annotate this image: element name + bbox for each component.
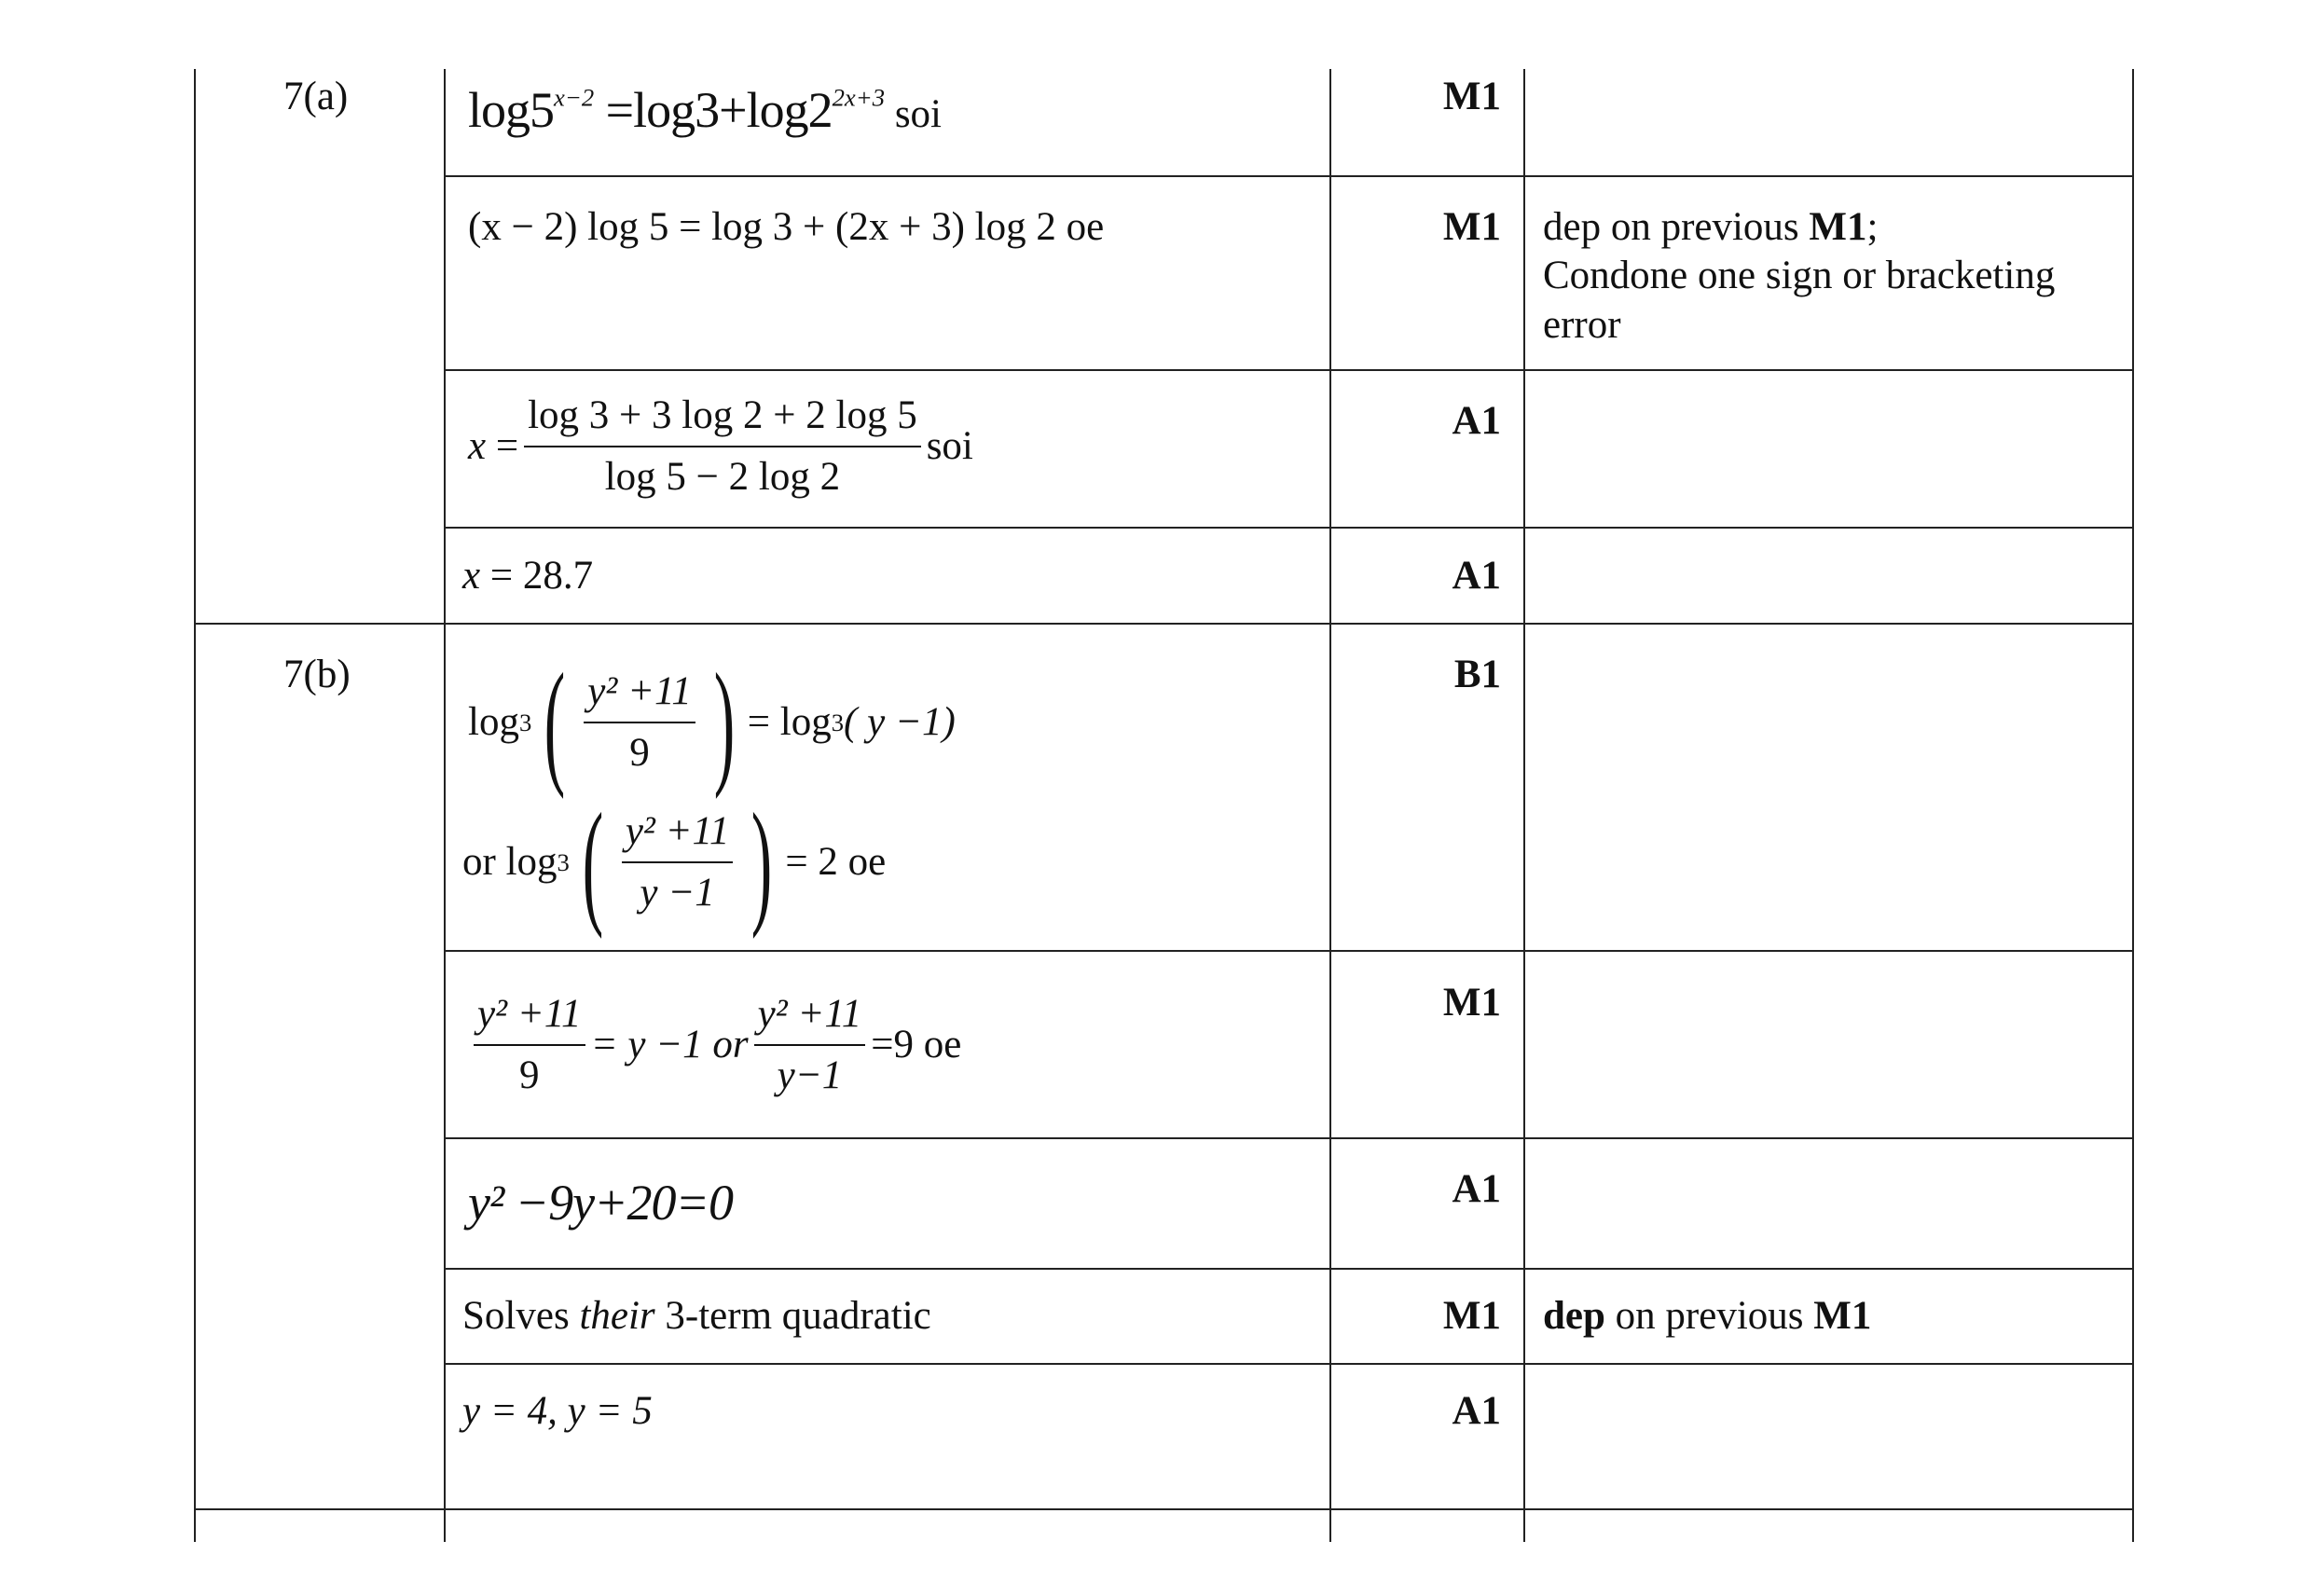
fraction: $\frac{\text{y² +11}}{y-1}$ xyxy=(754,990,866,1099)
row-divider xyxy=(444,175,2134,177)
question-label-7b: 7(b) xyxy=(283,653,351,696)
left-border xyxy=(194,69,196,1542)
row-divider xyxy=(444,1363,2134,1365)
mark-7b-step2: M1 xyxy=(1442,981,1501,1025)
answer-7b-step3: y² −9y+20=0 xyxy=(468,1175,733,1231)
answer-7b-step4: Solves their 3-term quadratic xyxy=(462,1294,931,1338)
mark-7a-step2: M1 xyxy=(1442,205,1501,249)
mark-7b-final: A1 xyxy=(1452,1389,1501,1433)
mark-7a-step3: A1 xyxy=(1452,399,1501,443)
mark-7b-step3: A1 xyxy=(1452,1167,1501,1211)
fraction: $\frac{\text{y² +11}}{9}$ xyxy=(474,990,585,1099)
answer-7a-step3: x = $\frac{\log 3 + 3 \log 2 + 2 \log 5}{\log 5 - 2 \log 2}$ soi xyxy=(468,392,973,501)
answer-7a-final: x = 28.7 xyxy=(462,554,594,598)
guidance-7b-step4: dep on previous M1 xyxy=(1543,1294,1872,1338)
row-divider xyxy=(444,950,2134,952)
fraction: $\frac{\log 3 + 3 \log 2 + 2 \log 5}{\log 5 - 2 \log 2}$ xyxy=(524,392,921,501)
fraction: $\frac{\text{y² +11}}{y -1}$ xyxy=(622,807,734,916)
answer-7b-step2: $\frac{\text{y² +11}}{9}$ = y −1 or $\frac{\text{y² +11}}{y-1}$ =9 oe xyxy=(468,990,961,1099)
answer-7b-final: y = 4, y = 5 xyxy=(462,1389,653,1433)
question-divider xyxy=(194,1508,2134,1510)
answer-7a-step2: (x − 2) log 5 = log 3 + (2x + 3) log 2 oe xyxy=(468,205,1105,249)
row-divider xyxy=(444,1137,2134,1139)
answer-col-border xyxy=(444,69,446,1542)
guidance-col-border xyxy=(1523,69,1525,1542)
row-divider xyxy=(444,527,2134,529)
mark-7b-step4: M1 xyxy=(1442,1294,1501,1338)
row-divider xyxy=(444,1268,2134,1270)
guidance-7a-step2: dep on previous M1; Condone one sign or bracketing error xyxy=(1543,205,2056,347)
mark-7a-final: A1 xyxy=(1452,554,1501,598)
question-label-7a: 7(a) xyxy=(283,75,349,118)
row-divider xyxy=(444,369,2134,371)
answer-7a-step1: $\log 5^{x-2} =\log 3+\log 2^{2x+3}$ soi xyxy=(468,82,943,138)
right-border xyxy=(2132,69,2134,1542)
mark-col-border xyxy=(1329,69,1331,1542)
answer-7b-step1a: log 3 ( $\frac{\text{y² +11}}{9}$ ) = log 3 ( y −1) xyxy=(468,645,956,800)
fraction: $\frac{\text{y² +11}}{9}$ xyxy=(584,667,695,777)
mark-7b-step1: B1 xyxy=(1453,653,1501,696)
answer-7b-step1b: or log 3 ( $\frac{\text{y² +11}}{y -1}$ ) = 2 oe xyxy=(462,785,887,940)
mark-7a-step1: M1 xyxy=(1442,75,1501,118)
question-divider xyxy=(194,623,2134,625)
